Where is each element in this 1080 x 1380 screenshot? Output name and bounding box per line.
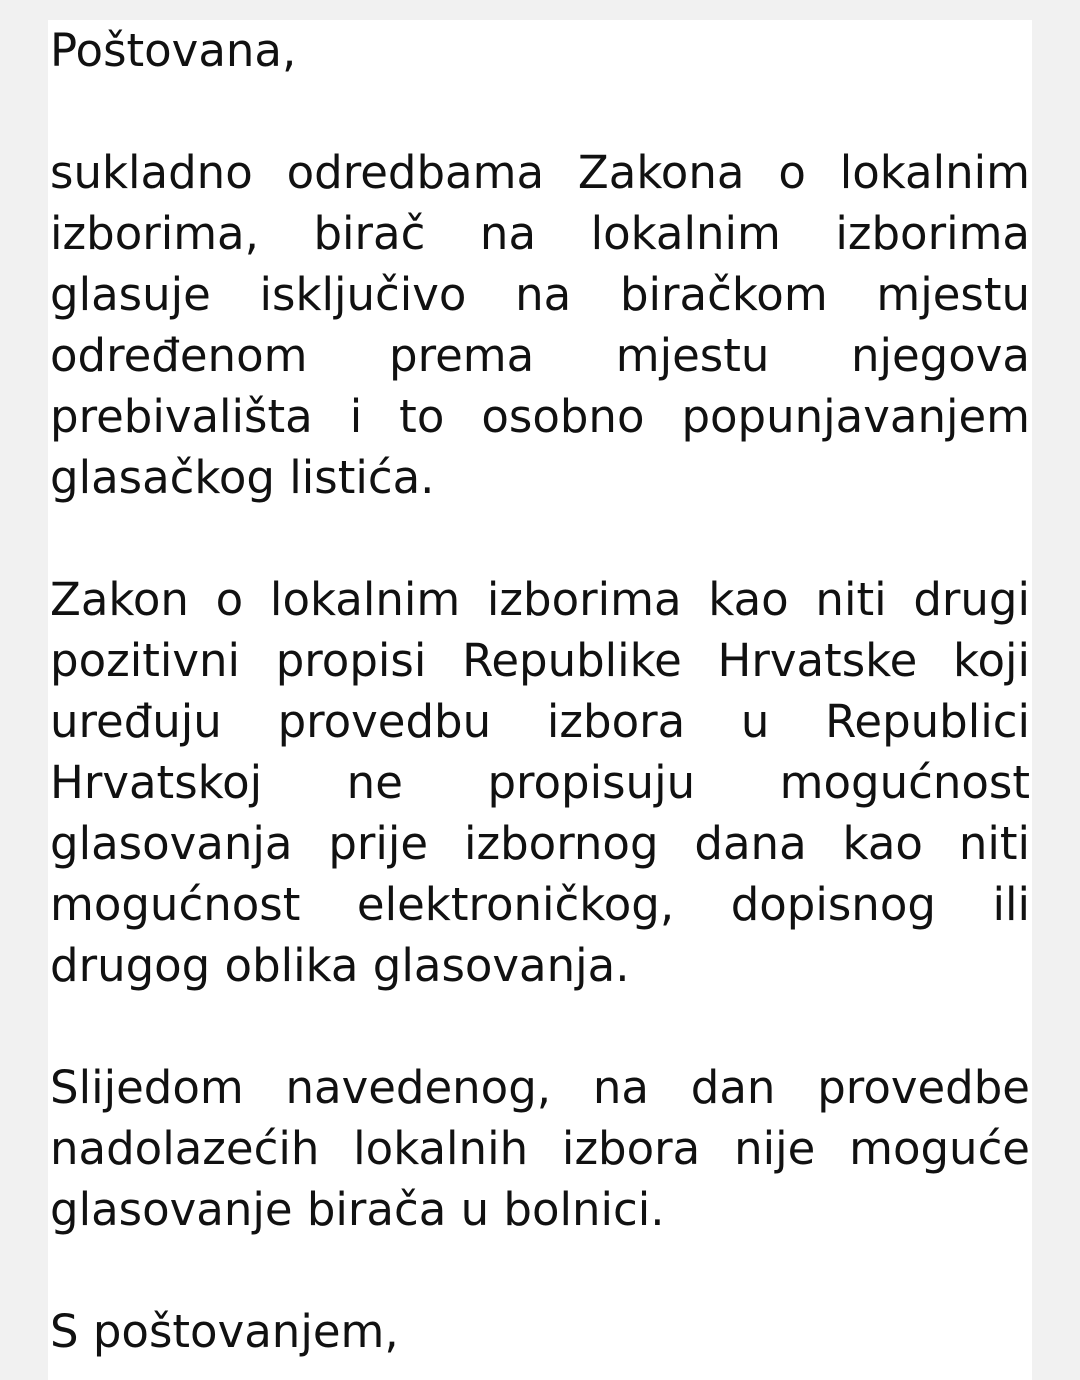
letter-greeting: Poštovana, (50, 24, 297, 77)
paragraph-spacer (50, 81, 1030, 142)
letter-paragraph-2: Zakon o lokalnim izborima kao niti drugi pozitivni propisi Republike Hrvatske koji uređuju provedbu izbora u Republici Hrvatskoj ne propisuju mogućnost glasovanja prije izbornog dana kao niti mogućnost elektroničkog, dopisnog ili drugog oblika glasovanja. (50, 573, 1030, 992)
message-body (48, 20, 1032, 1380)
letter-text (50, 20, 1030, 1362)
paragraph-spacer (50, 508, 1030, 569)
paragraph-spacer (50, 996, 1030, 1057)
letter-paragraph-1: sukladno odredbama Zakona o lokalnim izborima, birač na lokalnim izborima glasuje isključivo na biračkom mjestu određenom prema mjestu njegova prebivališta i to osobno popunjavanjem glasačkog listića. (50, 146, 1030, 504)
letter-paragraph-3: Slijedom navedenog, na dan provedbe nadolazećih lokalnih izbora nije moguće glasovanje birača u bolnici. (50, 1061, 1030, 1236)
letter-closing: S poštovanjem, (50, 1305, 399, 1358)
paragraph-spacer (50, 1240, 1030, 1301)
